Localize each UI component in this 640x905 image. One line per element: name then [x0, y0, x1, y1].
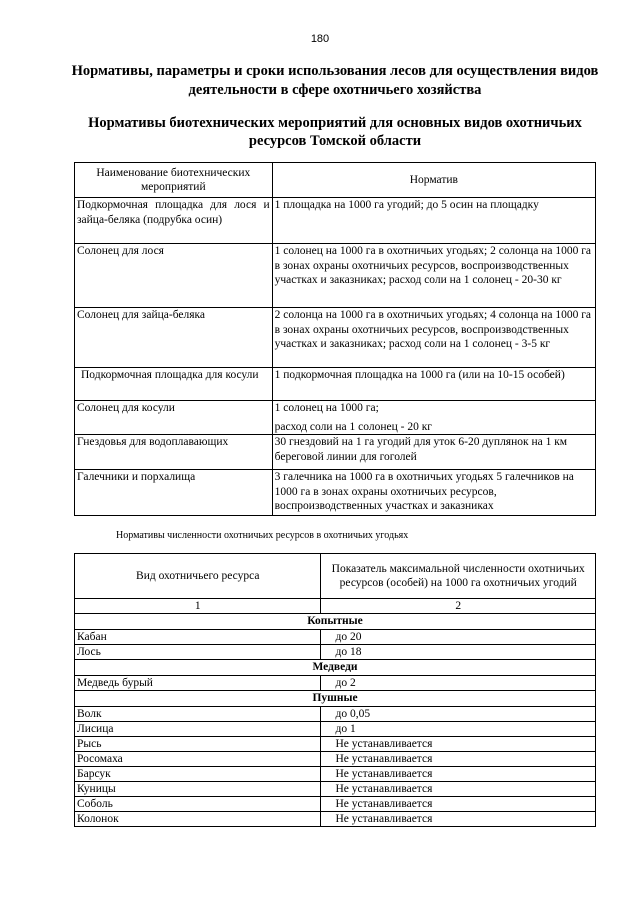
- group-row: [75, 660, 596, 676]
- norm-cell: 3 галечника на 1000 га в охотничьих угодьях 5 галечников на 1000 га в зонах охраны охотничьих ресурсов, воспроизводственных участках и заказниках: [272, 470, 595, 516]
- table-row: [75, 244, 596, 308]
- measure-name-cell: Солонец для косули: [75, 401, 273, 435]
- measure-name-cell: Солонец для зайца-беляка: [75, 308, 273, 368]
- species-cell: Лось: [75, 645, 321, 660]
- table-row: [75, 797, 596, 812]
- value-cell: до 18: [321, 645, 596, 660]
- norm-cell: [272, 401, 595, 435]
- column-number-row: [75, 599, 596, 614]
- value-cell: Не устанавливается: [321, 767, 596, 782]
- table-row: [75, 630, 596, 645]
- table-row: [75, 368, 596, 401]
- species-cell: Колонок: [75, 812, 321, 827]
- table-row: [75, 435, 596, 470]
- biotech-norms-table: [74, 162, 596, 516]
- measure-name-cell: Гнездовья для водоплавающих: [75, 435, 273, 470]
- measure-name-cell: Подкормочная площадка для косули: [75, 368, 273, 401]
- column-header: Показатель максимальной численности охотничьих ресурсов (особей) на 1000 га охотничьих угодий: [321, 554, 596, 599]
- species-cell: Барсук: [75, 767, 321, 782]
- table-row: [75, 198, 596, 244]
- table-row: [75, 645, 596, 660]
- table-row: [75, 737, 596, 752]
- value-cell: до 0,05: [321, 707, 596, 722]
- value-cell: Не устанавливается: [321, 737, 596, 752]
- table-header-row: [75, 163, 596, 198]
- species-cell: Соболь: [75, 797, 321, 812]
- measure-name-cell: Галечники и порхалища: [75, 470, 273, 516]
- species-cell: Медведь бурый: [75, 676, 321, 691]
- norm-line: 1 солонец на 1000 га;: [274, 402, 379, 414]
- group-label: Пушные: [75, 691, 596, 707]
- table-header-row: [75, 554, 596, 599]
- norm-cell: 30 гнездовий на 1 га угодий для уток 6-20 дуплянок на 1 км береговой линии для гоголей: [272, 435, 595, 470]
- table-row: [75, 401, 596, 435]
- table-row: [75, 676, 596, 691]
- norm-cell: 1 солонец на 1000 га в охотничьих угодьях; 2 солонца на 1000 га в зонах охраны охотничьих ресурсов, воспроизводственных участках и заказниках; расход соли на 1 солонец - 20-30 кг: [272, 244, 595, 308]
- species-cell: Куницы: [75, 782, 321, 797]
- column-header: Вид охотничьего ресурса: [75, 554, 321, 599]
- table-row: [75, 470, 596, 516]
- table-row: [75, 722, 596, 737]
- page-number: 180: [310, 33, 330, 45]
- value-cell: Не устанавливается: [321, 797, 596, 812]
- measure-name-cell: Подкормочная площадка для лося и зайца-беляка (подрубка осин): [75, 198, 273, 244]
- value-cell: Не устанавливается: [321, 812, 596, 827]
- species-cell: Рысь: [75, 737, 321, 752]
- table-row: [75, 707, 596, 722]
- value-cell: до 1: [321, 722, 596, 737]
- value-cell: Не устанавливается: [321, 752, 596, 767]
- group-row: [75, 691, 596, 707]
- group-label: Копытные: [75, 614, 596, 630]
- group-label: Медведи: [75, 660, 596, 676]
- species-cell: Кабан: [75, 630, 321, 645]
- table-row: [75, 767, 596, 782]
- column-number: 2: [321, 599, 596, 614]
- value-cell: до 20: [321, 630, 596, 645]
- section-title: Нормативы биотехнических мероприятий для основных видов охотничьих ресурсов Томской области: [88, 115, 582, 149]
- norm-cell: 1 площадка на 1000 га угодий; до 5 осин на площадку: [272, 198, 595, 244]
- column-header: Наименование биотехнических мероприятий: [75, 163, 273, 198]
- species-cell: Волк: [75, 707, 321, 722]
- group-row: [75, 614, 596, 630]
- norm-cell: 1 подкормочная площадка на 1000 га (или на 10-15 особей): [272, 368, 595, 401]
- species-cell: Лисица: [75, 722, 321, 737]
- value-cell: до 2: [321, 676, 596, 691]
- norm-line: расход соли на 1 солонец - 20 кг: [274, 420, 432, 433]
- table-row: [75, 308, 596, 368]
- table-caption: Нормативы численности охотничьих ресурсов в охотничьих угодьях: [116, 530, 409, 541]
- table-row: [75, 752, 596, 767]
- column-number: 1: [75, 599, 321, 614]
- value-cell: Не устанавливается: [321, 782, 596, 797]
- column-header: Норматив: [272, 163, 595, 198]
- population-norms-table: [74, 553, 596, 827]
- norm-cell: 2 солонца на 1000 га в охотничьих угодьях; 4 солонца на 1000 га в зонах охраны охотничьих ресурсов, воспроизводственных участках и заказниках; расход соли на 1 солонец - 3-5 кг: [272, 308, 595, 368]
- page-title: Нормативы, параметры и сроки использования лесов для осуществления видов деятельности в сфере охотничьего хозяйства: [71, 63, 599, 98]
- table-row: [75, 782, 596, 797]
- table-row: [75, 812, 596, 827]
- measure-name-cell: Солонец для лося: [75, 244, 273, 308]
- species-cell: Росомаха: [75, 752, 321, 767]
